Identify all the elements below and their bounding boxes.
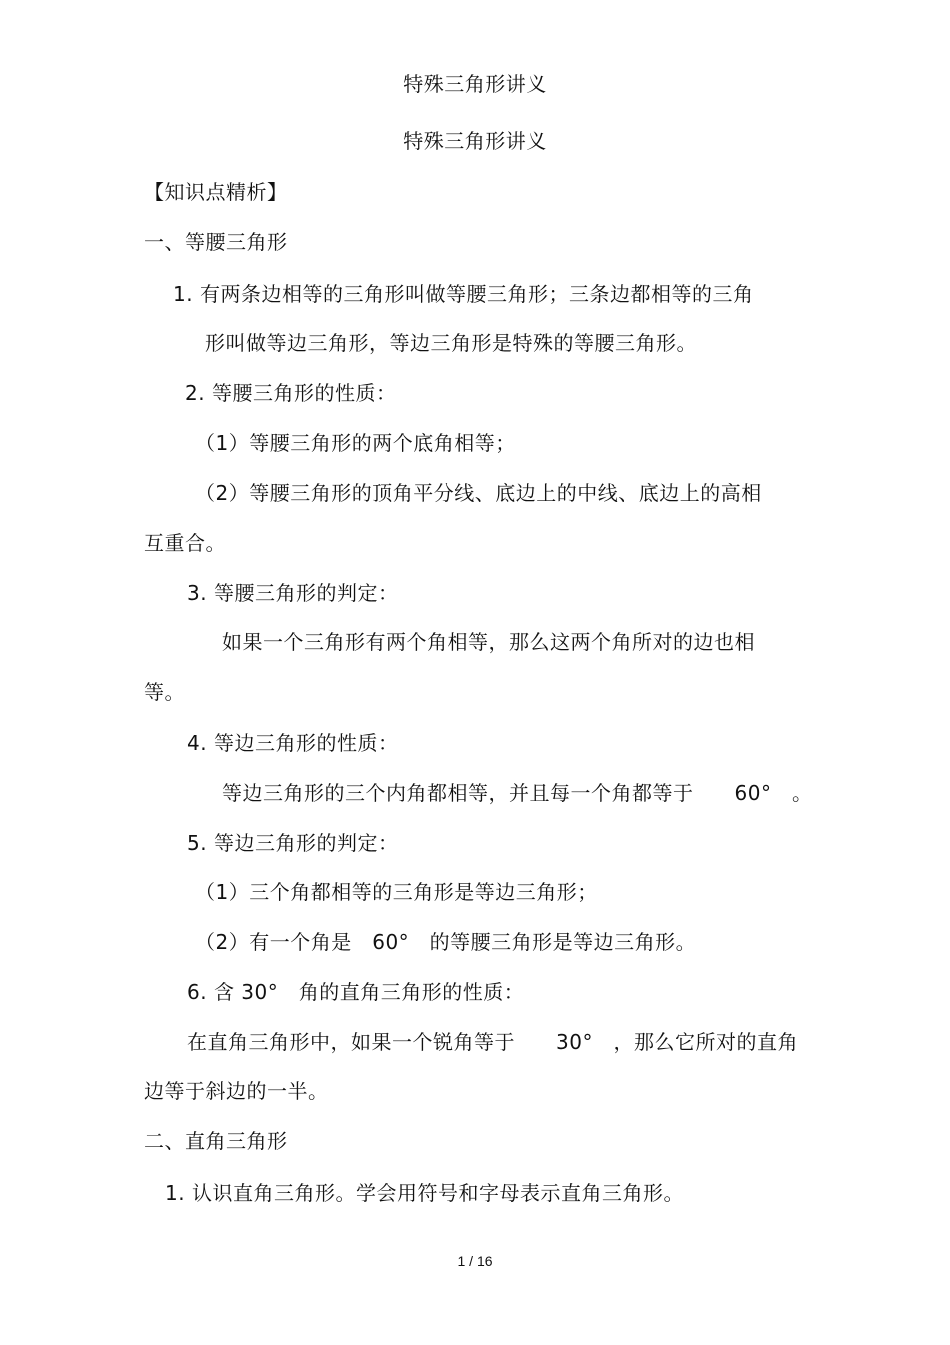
section1-item3-line1: 如果一个三角形有两个角相等，那么这两个角所对的边也相 [222,630,755,654]
section1-heading: 一、等腰三角形 [144,230,288,254]
page-number: 1 / 16 [457,1253,493,1269]
section1-item6-heading: 6. 含 30° 角的直角三角形的性质： [187,980,525,1004]
header-title: 特殊三角形讲义 [403,72,547,96]
document-title: 特殊三角形讲义 [403,129,547,153]
section1-item5-point2: （2）有一个角是 60° 的等腰三角形是等边三角形。 [195,930,697,954]
section1-item6-line1: 在直角三角形中，如果一个锐角等于 30° ，那么它所对的直角 [187,1030,798,1054]
section2-item1: 1. 认识直角三角形。学会用符号和字母表示直角三角形。 [165,1181,684,1205]
section1-item2-point2-line1: （2）等腰三角形的顶角平分线、底边上的中线、底边上的高相 [195,481,762,505]
section1-item5-heading: 5. 等边三角形的判定： [187,831,399,855]
knowledge-heading: 【知识点精析】 [144,180,288,204]
section1-item1-line1: 1. 有两条边相等的三角形叫做等腰三角形；三条边都相等的三角 [173,282,754,306]
section1-item2-point2-line2: 互重合。 [144,531,226,555]
section1-item3-heading: 3. 等腰三角形的判定： [187,581,399,605]
section2-heading: 二、直角三角形 [144,1129,288,1153]
section1-item1-line2: 形叫做等边三角形，等边三角形是特殊的等腰三角形。 [205,331,697,355]
section1-item4-text: 等边三角形的三个内角都相等，并且每一个角都等于 60° 。 [222,781,813,805]
section1-item4-heading: 4. 等边三角形的性质： [187,731,399,755]
section1-item2-point1: （1）等腰三角形的两个底角相等； [195,431,516,455]
section1-item5-point1: （1）三个角都相等的三角形是等边三角形； [195,880,598,904]
section1-item2-heading: 2. 等腰三角形的性质： [185,381,397,405]
section1-item3-line2: 等。 [144,680,185,704]
section1-item6-line2: 边等于斜边的一半。 [144,1079,329,1103]
